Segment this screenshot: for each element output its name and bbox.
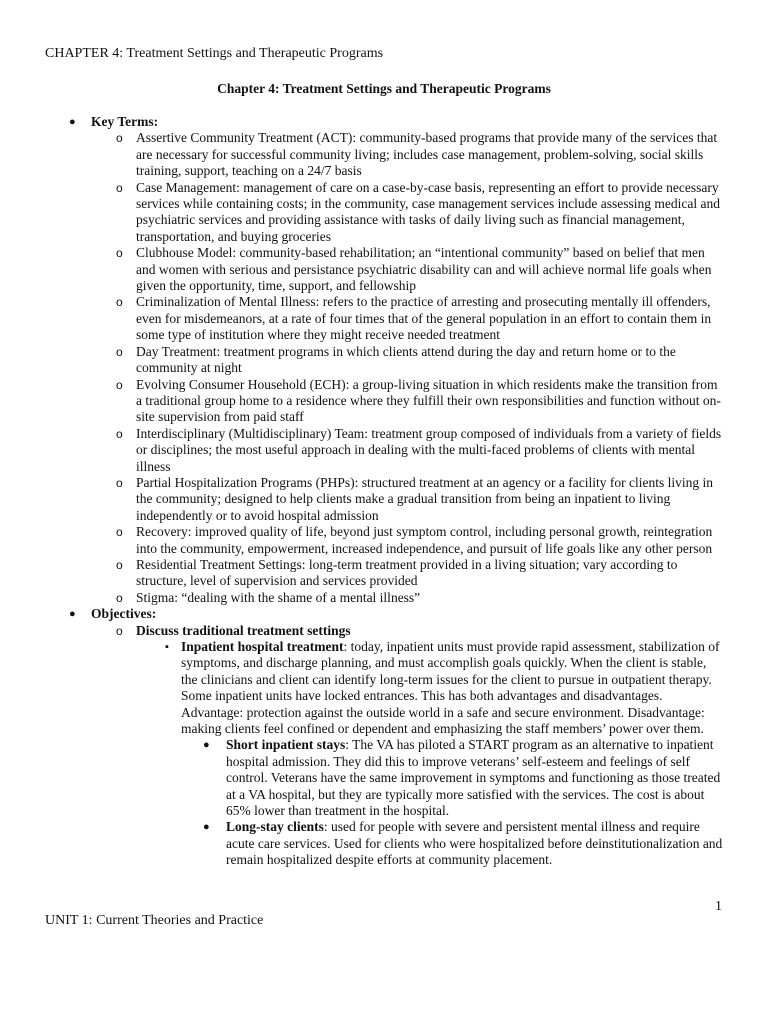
key-term-item — [116, 474, 722, 524]
document-title: Chapter 4: Treatment Settings and Therapeutic Programs — [217, 81, 551, 96]
long-stay-label: Long-stay clients — [226, 819, 324, 835]
key-term-text: Stigma: “dealing with the shame of a mental illness” — [136, 589, 421, 605]
hollow-bullet-icon: o — [116, 557, 123, 572]
key-term-text: Partial Hospitalization Programs (PHPs): structured treatment at an agency or a facility for clients living in the community; designed to help clients make a gradual transition from being an inpatient to living independently or to avoid hospital admission — [136, 474, 713, 523]
key-term-item — [116, 179, 722, 246]
key-terms-section — [69, 114, 768, 606]
hollow-bullet-icon: o — [116, 295, 123, 310]
page-number: 1 — [715, 899, 722, 914]
key-term-item — [116, 294, 722, 343]
key-term-text: Day Treatment: treatment programs in which clients attend during the day and return home or to the community at night — [136, 343, 676, 376]
list-item — [116, 622, 723, 869]
document-body — [0, 114, 768, 869]
key-term-text: Assertive Community Treatment (ACT): community-based programs that provide many of the services that are necessary for successful community living; includes case management, problem-solving, social skills training, support, teaching on a 24/7 basis — [136, 130, 718, 179]
key-term-item — [116, 425, 722, 475]
bullet-icon: ● — [69, 116, 76, 128]
key-term-item — [116, 589, 722, 606]
key-term-item — [116, 343, 722, 377]
key-term-text: Recovery: improved quality of life, beyond just symptom control, including personal growth, reintegration into the community, empowerment, increased independence, and pursuit of life goals like any other person — [136, 524, 713, 556]
running-footer: UNIT 1: Current Theories and Practice — [45, 913, 264, 928]
key-terms-heading: Key Terms: — [91, 114, 159, 129]
key-term-text: Residential Treatment Settings: long-term treatment provided in a living situation; vary according to structure, level of supervision and services provided — [136, 556, 678, 589]
key-term-item — [116, 376, 722, 426]
hollow-bullet-icon: o — [116, 344, 123, 359]
bullet-icon: ● — [203, 739, 210, 752]
key-term-text: Interdisciplinary (Multidisciplinary) Team: treatment group composed of individuals from a variety of fields or disciplines; the most useful approach in dealing with the multi-faced problems of clients with mental illness — [136, 425, 722, 474]
bullet-icon: ● — [69, 608, 76, 621]
hollow-bullet-icon: o — [116, 377, 123, 392]
objectives-section — [69, 606, 768, 869]
list-item — [165, 639, 726, 869]
key-term-item — [116, 524, 722, 557]
key-term-item — [116, 245, 722, 294]
key-terms-list — [116, 130, 722, 606]
settings-list — [165, 639, 726, 869]
short-stays-text: : The VA has piloted a START program as an alternative to inpatient hospital admission. They did this to improve veterans’ self-esteem and feelings of self control. Veterans have the same improvement in symptoms and functioning as those treated at a VA hospital, but they are typically more satisfied with the services. The cost is about 65% lower than treatment in the hospital. — [226, 737, 721, 819]
square-bullet-icon: ▪ — [165, 641, 169, 653]
hollow-bullet-icon: o — [116, 131, 123, 146]
hollow-bullet-icon: o — [116, 180, 123, 195]
key-term-text: Case Management: management of care on a case-by-case basis, representing an effort to provide necessary services while containing costs; in the community, case management services include assessing medical and psychiatric services and providing assistance with tasks of daily living such as financial management, transportation, and buying groceries — [136, 179, 720, 244]
top-level-list — [69, 114, 768, 869]
key-term-text: Criminalization of Mental Illness: refers to the practice of arresting and prosecuting mentally ill offenders, even for misdemeanors, at a rate of four times that of the general population in an effort to contain them in some type of institution where they might receive needed treatment — [136, 294, 712, 343]
list-item — [203, 737, 726, 819]
key-term-item — [116, 556, 722, 590]
running-header: CHAPTER 4: Treatment Settings and Therapeutic Programs — [45, 46, 384, 61]
hollow-bullet-icon: o — [116, 246, 123, 261]
key-term-text: Evolving Consumer Household (ECH): a group-living situation in which residents make the transition from a traditional group home to a residence where they fulfill their own responsibilities and function without on-site supervision from paid staff — [136, 376, 721, 425]
key-term-item — [116, 130, 722, 179]
objective-subheading: Discuss traditional treatment settings — [136, 622, 351, 638]
key-term-text: Clubhouse Model: community-based rehabilitation; an “intentional community” based on belief that men and women with serious and persistance psychiatric disability can and will achieve normal life goals when given the opportunity, time, support, and fellowship — [136, 245, 712, 294]
hollow-bullet-icon: o — [116, 623, 123, 638]
short-stays-label: Short inpatient stays — [226, 737, 346, 753]
objectives-list — [116, 622, 723, 869]
list-item — [203, 819, 726, 868]
objectives-heading: Objectives: — [91, 606, 157, 622]
inpatient-label: Inpatient hospital treatment — [181, 639, 344, 654]
bullet-icon: ● — [203, 821, 210, 834]
hollow-bullet-icon: o — [116, 525, 123, 540]
inpatient-text: : today, inpatient units must provide rapid assessment, stabilization of symptoms, and discharge planning, and must accomplish goals quickly. When the client is stable, the clinicians and client can identify long-term issues for the client to pursue in outpatient therapy. Some inpatient units have locked entrances. This has both advantages and disadvantages. Advantage: protection against the outside world in a safe and secure environment. Disadvantage: making clients feel confined or dependent and emphasizing the staff members’ power over them. — [181, 639, 720, 737]
inpatient-sublist — [203, 737, 726, 868]
long-stay-text: : used for people with severe and persistent mental illness and require acute care services. Used for clients who were hospitalized before deinstitutionalization and remain hospitalized despite efforts at community placement. — [226, 819, 723, 868]
hollow-bullet-icon: o — [116, 475, 123, 490]
hollow-bullet-icon: o — [116, 426, 123, 441]
hollow-bullet-icon: o — [116, 590, 123, 605]
